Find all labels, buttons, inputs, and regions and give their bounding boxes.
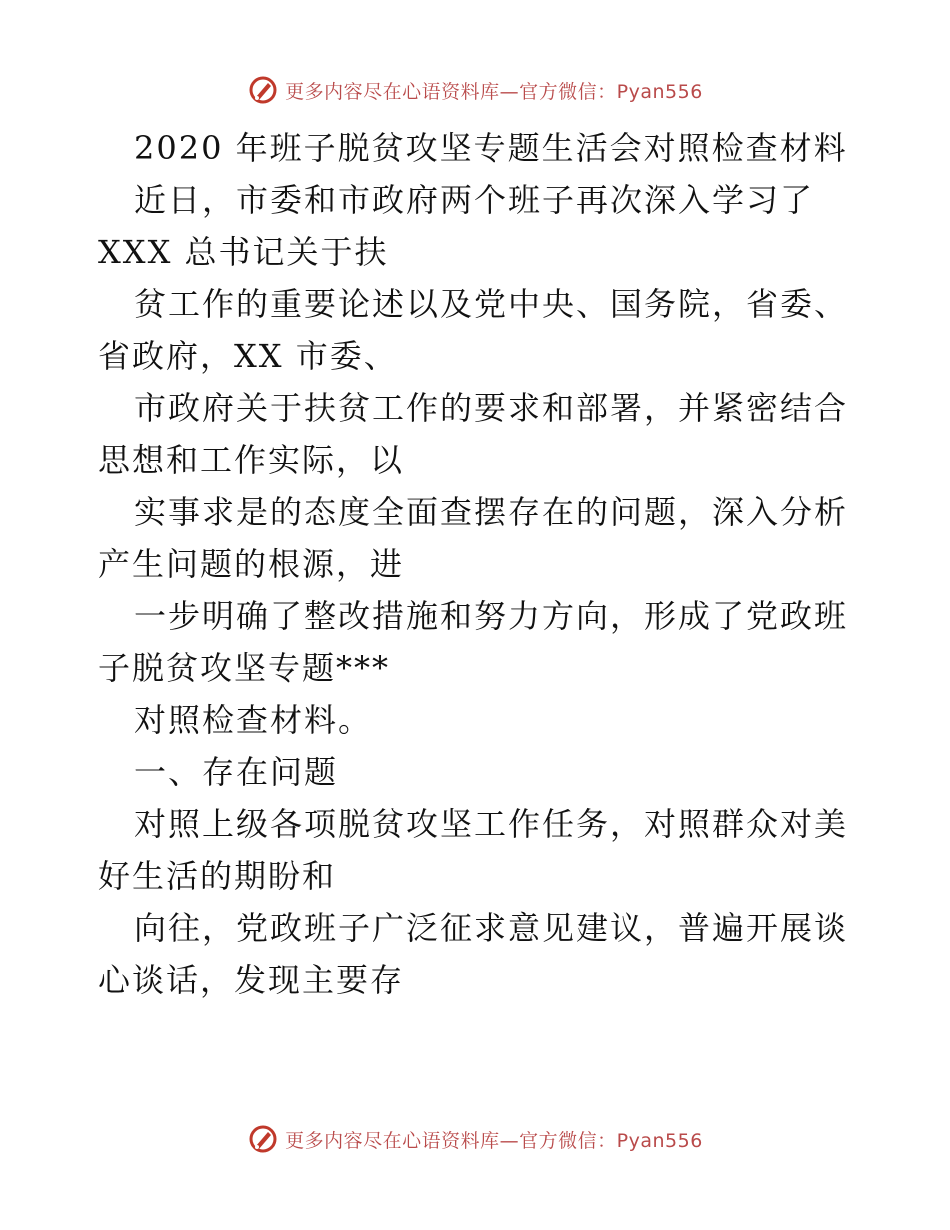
paragraph-line: 子脱贫攻坚专题***	[98, 649, 391, 687]
watermark-header	[0, 70, 950, 110]
paragraph-line: 省政府，XX 市委、	[98, 337, 398, 375]
watermark-footer	[0, 1119, 950, 1159]
pen-logo-icon	[247, 74, 279, 106]
document-title: 2020 年班子脱贫攻坚专题生活会对照检查材料	[134, 129, 848, 167]
paragraph-line: 思想和工作实际，以	[98, 441, 405, 479]
paragraph-line: 对照上级各项脱贫攻坚工作任务，对照群众对美	[134, 805, 849, 843]
paragraph-line: 一步明确了整改措施和努力方向，形成了党政班	[134, 597, 849, 635]
paragraph-line: 实事求是的态度全面查摆存在的问题，深入分析	[134, 493, 849, 531]
paragraph-line: 向往，党政班子广泛征求意见建议，普遍开展谈	[134, 909, 849, 947]
section-heading: 一、存在问题	[134, 753, 339, 791]
paragraph-line: 产生问题的根源，进	[98, 545, 405, 583]
paragraph-line: 对照检查材料。	[134, 701, 373, 739]
watermark-text: 更多内容尽在心语资料库—官方微信：Pyan556	[285, 1129, 703, 1152]
paragraph-line: 近日，市委和市政府两个班子再次深入学习了	[134, 181, 815, 219]
watermark-text: 更多内容尽在心语资料库—官方微信：Pyan556	[285, 80, 703, 103]
paragraph-line: 市政府关于扶贫工作的要求和部署，并紧密结合	[134, 389, 849, 427]
paragraph-line: 贫工作的重要论述以及党中央、国务院，省委、	[134, 285, 849, 323]
paragraph-line: 心谈话，发现主要存	[98, 961, 405, 999]
pen-logo-icon	[247, 1123, 279, 1155]
paragraph-line: 好生活的期盼和	[98, 857, 337, 895]
paragraph-line: XXX 总书记关于扶	[98, 233, 389, 271]
